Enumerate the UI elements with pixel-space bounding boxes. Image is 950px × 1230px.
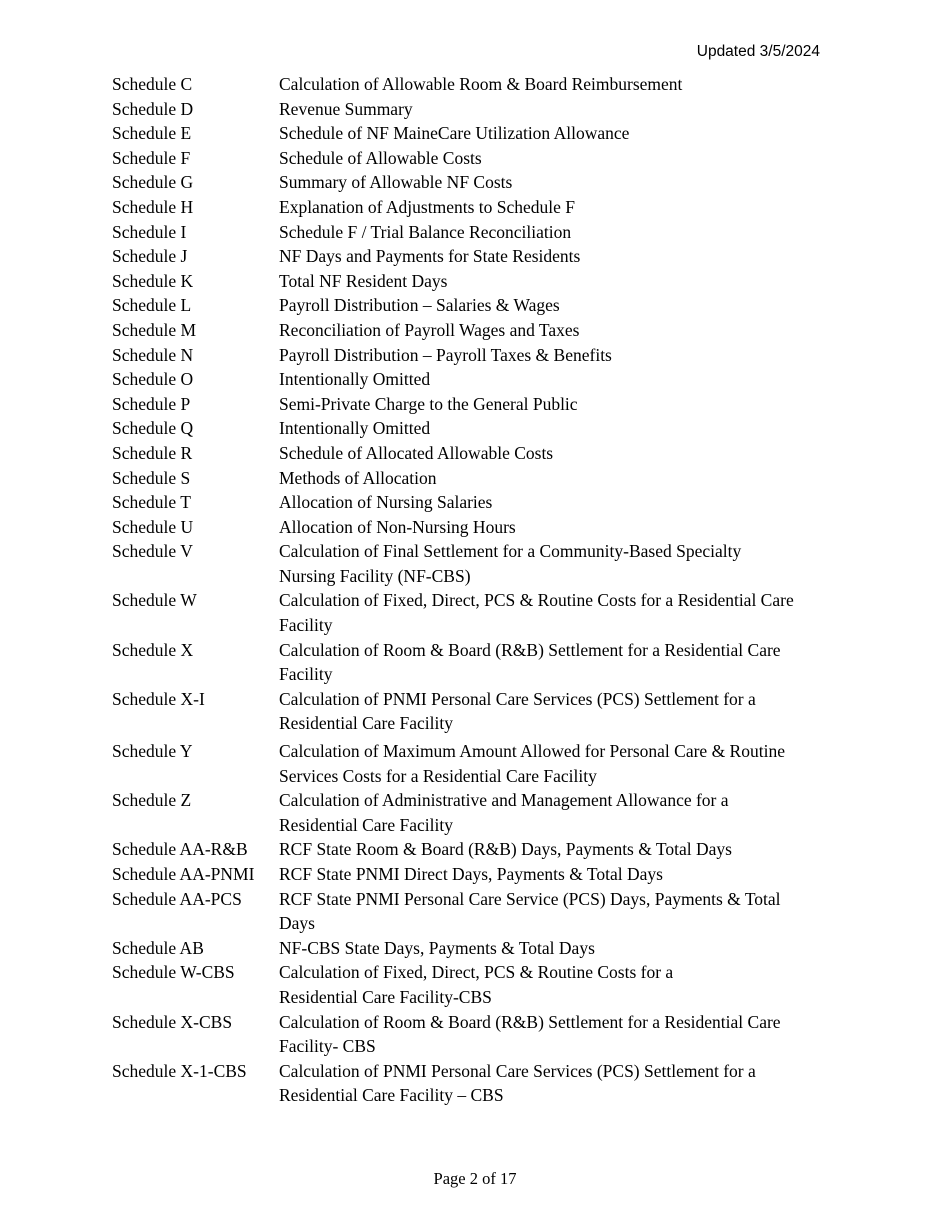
schedule-row xyxy=(112,343,832,368)
schedule-row xyxy=(112,936,832,961)
schedule-row xyxy=(112,269,832,294)
updated-date: Updated 3/5/2024 xyxy=(696,43,820,60)
schedule-code: Schedule C xyxy=(112,74,193,94)
schedule-row xyxy=(112,638,832,687)
schedule-title: NF-CBS State Days, Payments & Total Days xyxy=(279,937,595,958)
schedule-list xyxy=(112,72,832,1108)
schedule-code: Schedule AA-PNMI xyxy=(112,864,255,884)
schedule-code: Schedule H xyxy=(112,196,194,217)
schedule-row xyxy=(112,490,832,515)
schedule-title: Calculation of PNMI Personal Care Services (PCS) Settlement for a Residential Care Facility – CBS xyxy=(279,1060,756,1106)
schedule-code: Schedule R xyxy=(112,442,193,463)
schedule-code: Schedule X-CBS xyxy=(112,1011,233,1032)
schedule-title: RCF State PNMI Personal Care Service (PCS) Days, Payments & Total Days xyxy=(279,888,781,934)
schedule-row xyxy=(112,392,832,417)
schedule-title: Methods of Allocation xyxy=(279,467,437,488)
schedule-code: Schedule AA-R&B xyxy=(112,839,248,860)
schedule-title: Calculation of Allowable Room & Board Reimbursement xyxy=(279,74,683,94)
schedule-title: Reconciliation of Payroll Wages and Taxes xyxy=(279,319,580,340)
schedule-code: Schedule E xyxy=(112,123,192,144)
schedule-code: Schedule K xyxy=(112,270,194,291)
schedule-code: Schedule W-CBS xyxy=(112,962,235,983)
schedule-code: Schedule P xyxy=(112,393,191,414)
schedule-code: Schedule X-I xyxy=(112,688,205,709)
schedule-code: Schedule Q xyxy=(112,418,194,439)
schedule-title: RCF State Room & Board (R&B) Days, Payments & Total Days xyxy=(279,839,732,860)
schedule-title: Payroll Distribution – Salaries & Wages xyxy=(279,295,560,316)
schedule-row xyxy=(112,862,832,887)
schedule-title: Calculation of Final Settlement for a Community-Based Specialty Nursing Facility (NF-CBS) xyxy=(279,541,742,586)
schedule-title: Schedule of Allocated Allowable Costs xyxy=(279,442,554,463)
schedule-row xyxy=(112,687,832,736)
schedule-row xyxy=(112,441,832,466)
schedule-row xyxy=(112,1010,832,1059)
schedule-code: Schedule O xyxy=(112,369,194,390)
schedule-row xyxy=(112,887,832,936)
schedule-row xyxy=(112,72,832,97)
schedule-row xyxy=(112,293,832,318)
schedule-code: Schedule Y xyxy=(112,741,193,762)
schedule-row xyxy=(112,837,832,862)
schedule-code: Schedule U xyxy=(112,516,194,537)
schedule-row xyxy=(112,788,832,837)
page-number: Page 2 of 17 xyxy=(433,1169,517,1188)
schedule-title: Allocation of Nursing Salaries xyxy=(279,492,493,513)
schedule-title: Total NF Resident Days xyxy=(279,270,448,291)
schedule-title: Intentionally Omitted xyxy=(279,418,431,439)
schedule-title: Calculation of Room & Board (R&B) Settlement for a Residential Care Facility xyxy=(279,639,781,685)
schedule-title: Calculation of Fixed, Direct, PCS & Routine Costs for a Residential Care Facility xyxy=(279,590,794,636)
schedule-code: Schedule Z xyxy=(112,790,192,811)
schedule-row xyxy=(112,121,832,146)
schedule-code: Schedule S xyxy=(112,467,191,488)
schedule-title: Semi-Private Charge to the General Public xyxy=(279,393,578,414)
schedule-code: Schedule I xyxy=(112,221,187,242)
schedule-code: Schedule AA-PCS xyxy=(112,888,242,909)
schedule-row xyxy=(112,515,832,540)
schedule-title: Schedule of Allowable Costs xyxy=(279,147,482,168)
schedule-code: Schedule D xyxy=(112,98,194,119)
schedule-title: NF Days and Payments for State Residents xyxy=(279,246,581,267)
schedule-title: Schedule F / Trial Balance Reconciliation xyxy=(279,221,572,242)
schedule-row xyxy=(112,367,832,392)
schedule-code: Schedule L xyxy=(112,295,192,316)
schedule-title: Calculation of Administrative and Management Allowance for a Residential Care Facility xyxy=(279,790,729,835)
schedule-title: Explanation of Adjustments to Schedule F xyxy=(279,196,576,217)
schedule-row xyxy=(112,146,832,171)
schedule-code: Schedule J xyxy=(112,246,188,267)
schedule-row xyxy=(112,170,832,195)
schedule-code: Schedule T xyxy=(112,492,191,513)
schedule-title: RCF State PNMI Direct Days, Payments & Total Days xyxy=(279,864,663,884)
schedule-row xyxy=(112,739,832,788)
schedule-row xyxy=(112,97,832,122)
schedule-code: Schedule X xyxy=(112,639,194,660)
schedule-code: Schedule AB xyxy=(112,937,204,958)
schedule-title: Schedule of NF MaineCare Utilization Allowance xyxy=(279,123,630,144)
schedule-title: Calculation of PNMI Personal Care Services (PCS) Settlement for a Residential Care Facility xyxy=(279,688,756,734)
schedule-code: Schedule F xyxy=(112,147,191,168)
schedule-row xyxy=(112,960,832,1009)
schedule-title: Allocation of Non-Nursing Hours xyxy=(279,516,516,537)
schedule-row xyxy=(112,1059,832,1108)
schedule-row xyxy=(112,318,832,343)
schedule-code: Schedule G xyxy=(112,172,194,193)
schedule-code: Schedule M xyxy=(112,319,197,340)
schedule-title: Calculation of Maximum Amount Allowed for Personal Care & Routine Services Costs for a Residential Care Facility xyxy=(279,741,785,786)
schedule-row xyxy=(112,466,832,491)
schedule-title: Summary of Allowable NF Costs xyxy=(279,172,513,193)
schedule-row xyxy=(112,195,832,220)
schedule-row xyxy=(112,588,832,637)
schedule-row xyxy=(112,244,832,269)
schedule-code: Schedule W xyxy=(112,590,197,611)
schedule-row xyxy=(112,539,832,588)
schedule-row xyxy=(112,220,832,245)
schedule-code: Schedule X-1-CBS xyxy=(112,1060,247,1081)
schedule-title: Calculation of Fixed, Direct, PCS & Routine Costs for a Residential Care Facility-CBS xyxy=(279,962,674,1007)
schedule-title: Calculation of Room & Board (R&B) Settlement for a Residential Care Facility- CBS xyxy=(279,1011,781,1057)
schedule-title: Intentionally Omitted xyxy=(279,369,431,390)
schedule-title: Payroll Distribution – Payroll Taxes & Benefits xyxy=(279,344,612,365)
schedule-code: Schedule N xyxy=(112,344,194,365)
schedule-title: Revenue Summary xyxy=(279,98,413,119)
schedule-code: Schedule V xyxy=(112,541,193,562)
schedule-row xyxy=(112,416,832,441)
